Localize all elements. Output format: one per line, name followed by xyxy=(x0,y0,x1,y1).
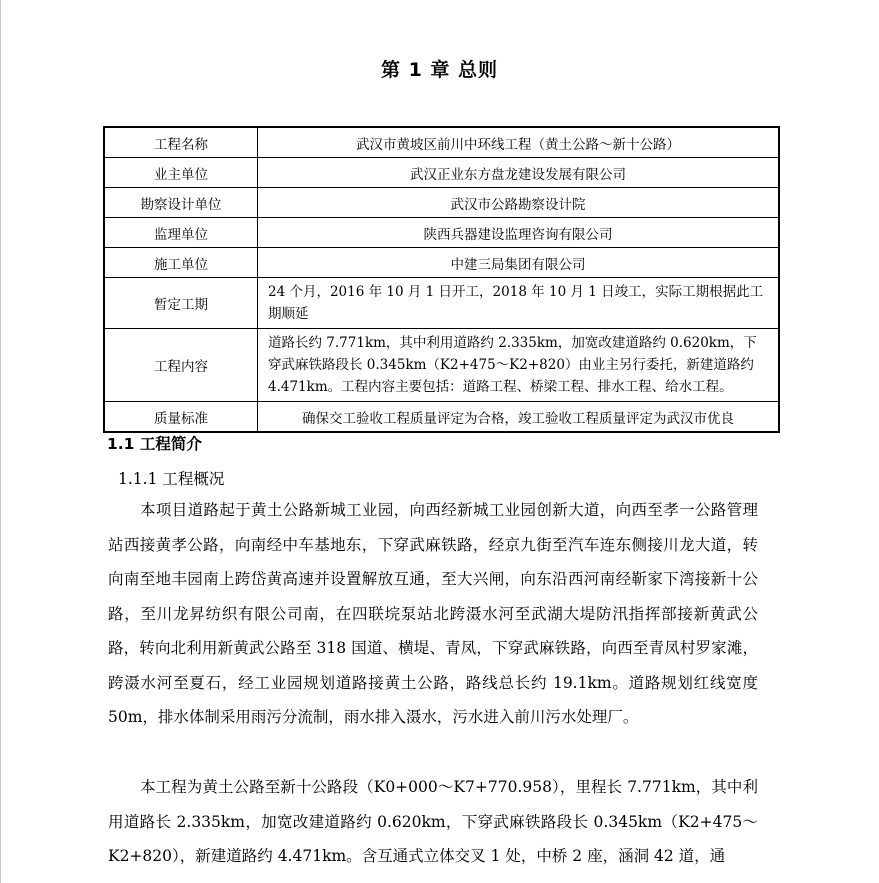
row-value-duration: 24 个月，2016 年 10 月 1 日开工，2018 年 10 月 1 日竣工，实际工期根据此工期顺延 xyxy=(258,278,780,329)
row-value-contractor: 中建三局集团有限公司 xyxy=(258,248,780,278)
row-label-supervisor: 监理单位 xyxy=(104,218,258,248)
section-title: 1.1 工程简介 xyxy=(107,435,202,453)
table-row xyxy=(104,278,779,329)
row-label-contractor: 施工单位 xyxy=(104,248,258,278)
table-row xyxy=(104,127,779,158)
row-value-owner: 武汉正业东方盘龙建设发展有限公司 xyxy=(258,158,780,188)
row-value-quality: 确保交工验收工程质量评定为合格，竣工验收工程质量评定为武汉市优良 xyxy=(258,402,780,433)
row-label-scope: 工程内容 xyxy=(104,329,258,402)
row-value-supervisor: 陕西兵器建设监理咨询有限公司 xyxy=(258,218,780,248)
row-label-owner: 业主单位 xyxy=(104,158,258,188)
table-row xyxy=(104,248,779,278)
body-paragraph: 本工程为黄土公路至新十公路段（K0+000～K7+770.958），里程长 7.771km，其中利用道路长 2.335km，加宽改建道路约 0.620km，下穿武麻铁路段长 0.345km（K2+475～K2+820），新建道路约 4.471km。含互通式立体交叉 1 处，中桥 2 座，涵洞 42 道，通 xyxy=(108,778,758,865)
subsection-title: 1.1.1 工程概况 xyxy=(118,470,225,488)
table-row xyxy=(104,188,779,218)
row-value-design-unit: 武汉市公路勘察设计院 xyxy=(258,188,780,218)
table-row xyxy=(104,218,779,248)
row-value-scope: 道路长约 7.771km，其中利用道路约 2.335km，加宽改建道路约 0.620km，下穿武麻铁路段长 0.345km（K2+475～K2+820）由业主另行委托，新建道路约 4.471km。工程内容主要包括：道路工程、桥梁工程、排水工程、给水工程。 xyxy=(258,329,780,402)
row-label-design-unit: 勘察设计单位 xyxy=(104,188,258,218)
body-paragraph: 本项目道路起于黄土公路新城工业园，向西经新城工业园创新大道，向西至孝一公路管理站西接黄孝公路，向南经中车基地东，下穿武麻铁路，经京九街至汽车连东侧接川龙大道，转向南至地丰园南上跨岱黄高速并设置解放互通，至大兴闸，向东沿西河南经靳家下湾接新十公路，至川龙昇纺织有限公司南，在四联垸泵站北跨滠水河至武湖大堤防汛指挥部接新黄武公路，转向北利用新黄武公路至 318 国道、横堤、青凤，下穿武麻铁路，向西至青凤村罗家滩，跨滠水河至夏石，经工业园规划道路接黄土公路，路线总长约 19.1km。道路规划红线宽度 50m，排水体制采用雨污分流制，雨水排入滠水，污水进入前川污水处理厂。 xyxy=(108,501,758,726)
row-value-project-name: 武汉市黄坡区前川中环线工程（黄土公路～新十公路） xyxy=(258,127,780,158)
table-row xyxy=(104,329,779,402)
row-label-project-name: 工程名称 xyxy=(104,127,258,158)
row-label-duration: 暂定工期 xyxy=(104,278,258,329)
chapter-title: 第 1 章 总则 xyxy=(380,59,499,81)
table-row xyxy=(104,158,779,188)
page-left-border xyxy=(0,0,1,883)
project-info-table xyxy=(103,126,780,433)
table-row xyxy=(104,402,779,433)
row-label-quality: 质量标准 xyxy=(104,402,258,433)
